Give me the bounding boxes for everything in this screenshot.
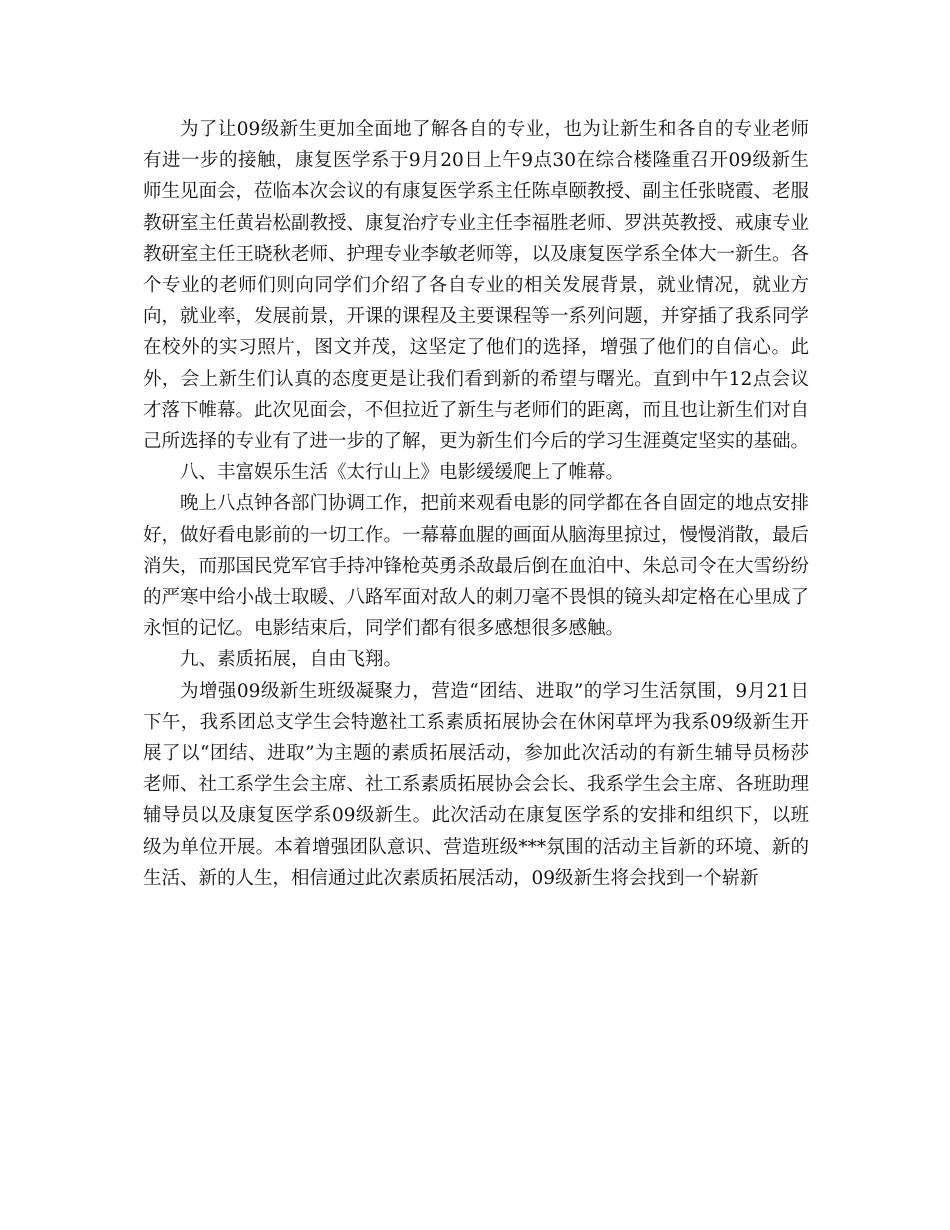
paragraph-meeting: 为了让09级新生更加全面地了解各自的专业，也为让新生和各自的专业老师有进一步的接触，康复医学系于9月20日上午9点30在综合楼隆重召开09级新生师生见面会，莅临本次会议的有康复医学系主任陈卓颐教授、副主任张晓霞、老服教研室主任黄岩松副教授、康复治疗专业主任李福胜老师、罗洪英教授、戒康专业教研室主任王晓秋老师、护理专业李敏老师等，以及康复医学系全体大一新生。各个专业的老师们则向同学们介绍了各自专业的相关发展背景，就业情况，就业方向，就业率，发展前景，开课的课程及主要课程等一系列问题，并穿插了我系同学在校外的实习照片，图文并茂，这坚定了他们的选择，增强了他们的自信心。此外，会上新生们认真的态度更是让我们看到新的希望与曙光。直到中午12点会议才落下帷幕。此次见面会，不但拉近了新生与老师们的距离，而且也让新生们对自己所选择的专业有了进一步的了解，更为新生们今后的学习生涯奠定坚实的基础。 xyxy=(143,119,810,453)
paragraph-quality-expansion: 为增强09级新生班级凝聚力，营造“团结、进取”的学习生活氛围，9月21日下午，我系团总支学生会特邀社工系素质拓展协会在休闲草坪为我系09级新生开展了以“团结、进取”为主题的素质拓展活动，参加此次活动的有新生辅导员杨莎老师、社工系学生会主席、社工系素质拓展协会会长、我系学生会主席、各班助理辅导员以及康复医学系09级新生。此次活动在康复医学系的安排和组织下，以班级为单位开展。本着增强团队意识、营造班级***氛围的活动主旨新的环境、新的生活、新的人生，相信通过此次素质拓展活动，09级新生将会找到一个崭新 xyxy=(143,680,810,889)
section-heading-entertainment: 八、丰富娱乐生活《太行山上》电影缓缓爬上了帷幕。 xyxy=(180,462,625,484)
document-body xyxy=(143,114,809,894)
paragraph-movie: 晚上八点钟各部门协调工作，把前来观看电影的同学都在各自固定的地点安排好，做好看电影前的一切工作。一幕幕血腥的画面从脑海里掠过，慢慢消散，最后消失，而那国民党军官手持冲锋枪英勇杀敌最后倒在血泊中、朱总司令在大雪纷纷的严寒中给小战士取暖、八路军面对敌人的刺刀毫不畏惧的镜头却定格在心里成了永恒的记忆。电影结束后，同学们都有很多感想很多感触。 xyxy=(143,493,810,640)
section-heading-quality-expansion: 九、素质拓展，自由飞翔。 xyxy=(180,649,403,671)
